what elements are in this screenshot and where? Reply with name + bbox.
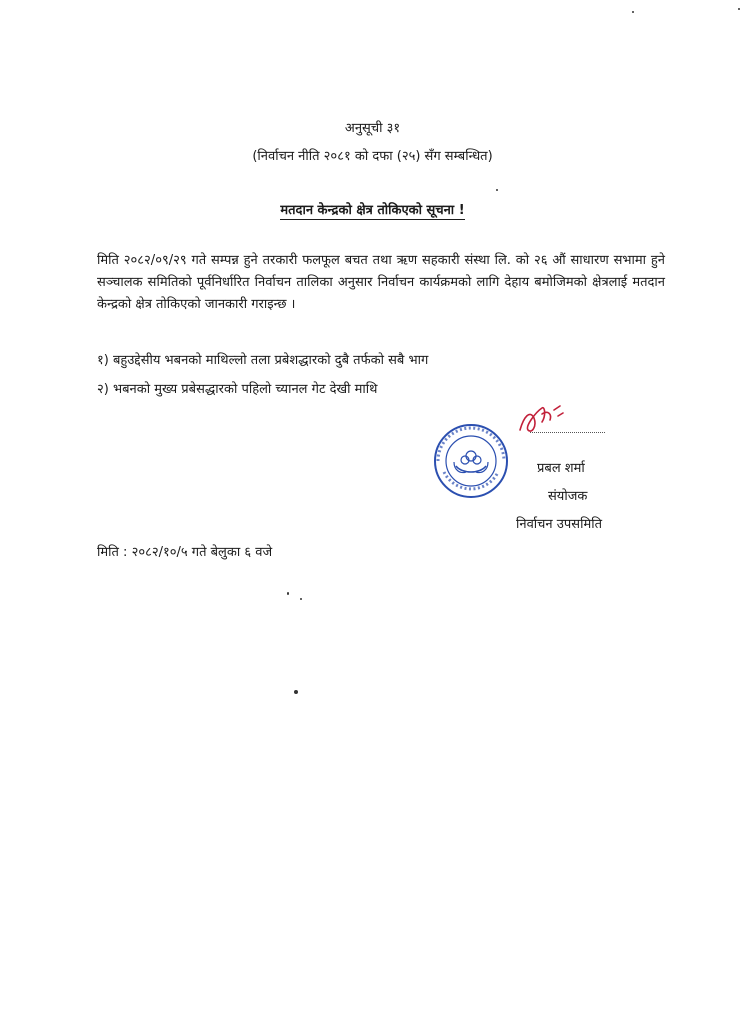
signature-line bbox=[530, 432, 605, 433]
annex-title: अनुसूची ३१ bbox=[344, 121, 401, 136]
notice-heading bbox=[0, 200, 745, 218]
notice-date: मिति : २०८२/१०/५ गते बेलुका ६ वजे bbox=[97, 545, 273, 560]
scan-speck bbox=[496, 189, 498, 191]
scan-speck bbox=[300, 598, 302, 600]
scan-speck bbox=[632, 11, 634, 13]
signature-mark bbox=[512, 396, 572, 444]
signatory-name: प्रबल शर्मा bbox=[537, 461, 585, 476]
list-item: २) भबनको मुख्य प्रबेसद्धारको पहिलो च्यानल गेट देखी माथि bbox=[97, 382, 378, 397]
scan-speck bbox=[287, 592, 289, 595]
signatory-role: संयोजक bbox=[548, 489, 588, 504]
scan-speck bbox=[294, 690, 298, 694]
notice-body: मिति २०८२/०९/२९ गते सम्पन्न हुने तरकारी फलफूल बचत तथा ऋण सहकारी संस्था लि. को २६ औं साधारण सभामा हुने सञ्चालक समितिको पूर्वनिर्धारित निर्वाचन तालिका अनुसार निर्वाचन कार्यक्रमको लागि देहाय बमोजिमको क्षेत्रलाई मतदान केन्द्रको क्षेत्र तोकिएको जानकारी गराइन्छ । bbox=[97, 253, 665, 312]
notice-heading-text: मतदान केन्द्रको क्षेत्र तोकिएको सूचना ! bbox=[280, 203, 465, 218]
signatory-department: निर्वाचन उपसमिति bbox=[516, 517, 602, 532]
polling-area-list bbox=[97, 346, 428, 404]
policy-reference: (निर्वाचन नीति २०८१ को दफा (२५) सँग सम्बन्धित) bbox=[252, 149, 493, 164]
organisation-seal-icon bbox=[432, 422, 510, 500]
scan-speck bbox=[738, 8, 740, 10]
list-item: १) बहुउद्देसीय भबनको माथिल्लो तला प्रबेशद्धारको दुबै तर्फको सबै भाग bbox=[97, 353, 429, 368]
